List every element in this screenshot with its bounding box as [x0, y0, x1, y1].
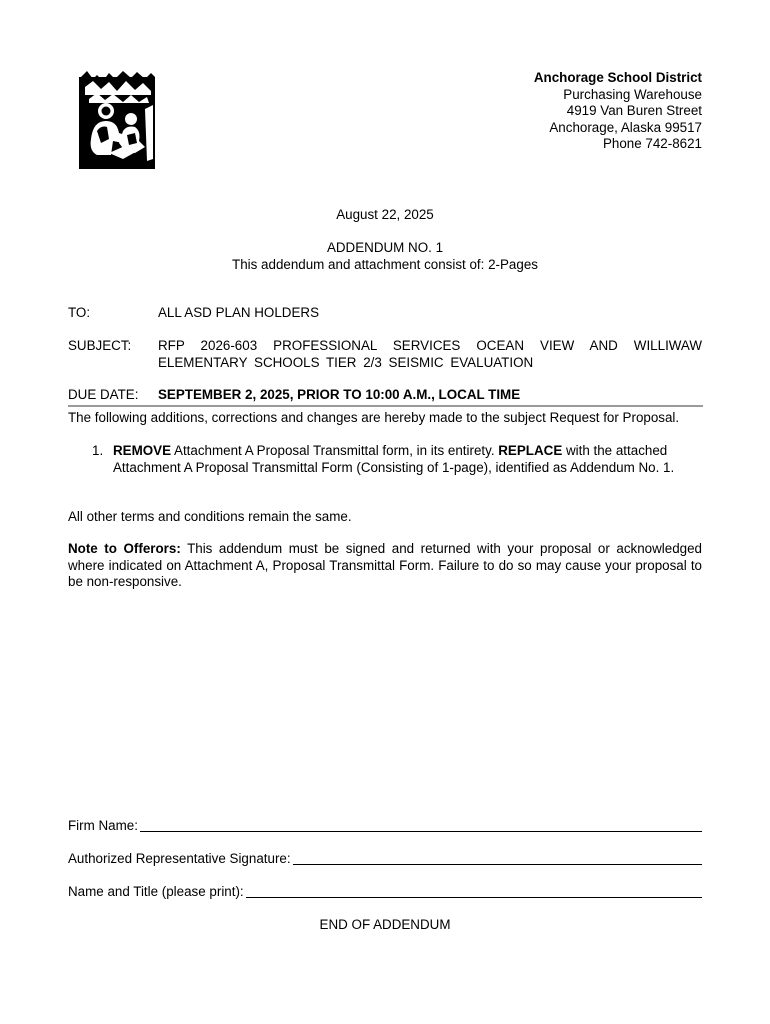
note-label: Note to Offerors: — [68, 541, 181, 556]
organization-name: Anchorage School District — [533, 70, 702, 85]
list-item-number: 1. — [92, 443, 104, 458]
address-line: Anchorage, Alaska 99517 — [549, 119, 702, 135]
subject-value: RFP 2026-603 PROFESSIONAL SERVICES OCEAN VIEW AND WILLIWAW ELEMENTARY SCHOOLS TIER 2/3 SEISMIC EVALUATION — [158, 338, 702, 370]
authorized-signature-label: Authorized Representative Signature: — [68, 851, 291, 866]
addendum-title: ADDENDUM NO. 1 — [326, 240, 444, 255]
list-item — [113, 443, 702, 476]
remove-text: Attachment A Proposal Transmittal form, in its entirety. — [171, 443, 499, 458]
name-title-field[interactable] — [68, 884, 702, 902]
replace-keyword: REPLACE — [498, 443, 563, 458]
to-label: TO: — [68, 305, 91, 320]
due-date-value: SEPTEMBER 2, 2025, PRIOR TO 10:00 A.M., LOCAL TIME — [158, 387, 521, 402]
firm-name-label: Firm Name: — [68, 818, 138, 833]
subject-label: SUBJECT: — [68, 338, 132, 353]
replace-text: with the attached Attachment A Proposal Transmittal Form (Consisting of 1-page), identified as Addendum No. 1. — [113, 443, 675, 475]
authorized-signature-line[interactable] — [293, 851, 702, 865]
authorized-signature-field[interactable] — [68, 851, 702, 869]
address-line: Purchasing Warehouse — [563, 86, 702, 102]
end-of-addendum: END OF ADDENDUM — [319, 917, 451, 932]
firm-name-line[interactable] — [140, 818, 702, 832]
page-count-line: This addendum and attachment consist of: 2-Pages — [232, 257, 538, 272]
letterhead-address — [534, 70, 702, 153]
name-title-line[interactable] — [246, 884, 702, 898]
due-date-label: DUE DATE: — [68, 387, 139, 402]
note-text: This addendum must be signed and returned with your proposal or acknowledged where indicated on Attachment A, Proposal Transmittal Form. Failure to do so may cause your proposal to be non-responsive. — [68, 541, 702, 589]
to-value: ALL ASD PLAN HOLDERS — [158, 305, 320, 320]
address-line: 4919 Van Buren Street — [566, 103, 702, 118]
remove-keyword: REMOVE — [113, 443, 172, 458]
phone-line: Phone 742-8621 — [602, 136, 702, 151]
other-terms-text: All other terms and conditions remain the same. — [68, 509, 352, 524]
intro-text: The following additions, corrections and changes are hereby made to the subject Request for Proposal. — [68, 410, 680, 425]
divider — [68, 405, 703, 407]
district-logo — [79, 69, 155, 169]
name-title-label: Name and Title (please print): — [68, 884, 244, 899]
firm-name-field[interactable] — [68, 818, 702, 836]
document-date: August 22, 2025 — [336, 207, 434, 222]
note-to-offerors — [68, 541, 702, 591]
